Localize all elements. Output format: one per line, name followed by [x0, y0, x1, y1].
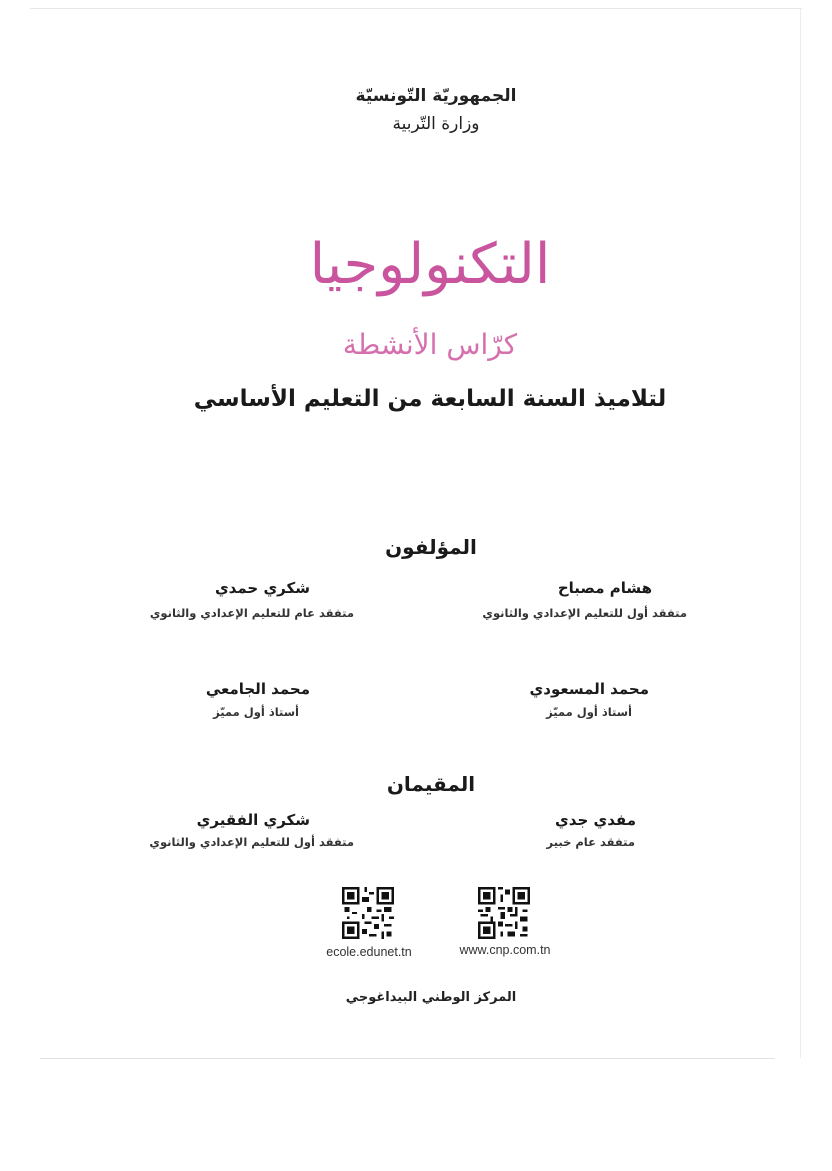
publisher-name: المركز الوطني البيداغوجي: [345, 990, 517, 1005]
scan-edge-right: [800, 8, 801, 1058]
author-role: متفقد أول للتعليم الإعدادي والثانوي: [482, 606, 687, 620]
scan-edge-bottom: [40, 1058, 775, 1059]
author-role: متفقد عام للتعليم الإعدادي والثانوي: [149, 606, 354, 620]
scan-edge-top: [30, 8, 802, 9]
reviewers-heading: المقيمان: [386, 772, 476, 796]
book-title: التكنولوجيا: [309, 232, 551, 297]
republic-label: الجمهوريّة التّونسيّة: [355, 86, 517, 106]
ministry-label: وزارة التّربية: [392, 114, 480, 134]
edunet-link[interactable]: ecole.edunet.tn: [326, 945, 412, 959]
book-subtitle: كرّاس الأنشطة: [342, 328, 518, 361]
author-role: أستاذ أول مميّز: [213, 705, 299, 719]
authors-heading: المؤلفون: [385, 535, 477, 559]
cnp-link[interactable]: www.cnp.com.tn: [459, 943, 551, 957]
reviewer-name: شكري الفقيري: [196, 811, 310, 829]
author-name: محمد الجامعي: [205, 680, 310, 698]
author-name: محمد المسعودي: [529, 680, 649, 698]
author-name: هشام مصباح: [557, 579, 652, 597]
reviewer-role: متفقد عام خبير: [546, 835, 635, 849]
qr-code-icon[interactable]: [478, 887, 530, 939]
qr-code-icon[interactable]: [342, 887, 394, 939]
reviewer-role: متفقد أول للتعليم الإعدادي والثانوي: [149, 835, 354, 849]
reviewer-name: مفدي جدي: [555, 811, 636, 829]
author-name: شكري حمدي: [214, 579, 310, 597]
author-role: أستاذ أول مميّز: [546, 705, 632, 719]
book-target-audience: لتلاميذ السنة السابعة من التعليم الأساسي: [193, 386, 667, 412]
